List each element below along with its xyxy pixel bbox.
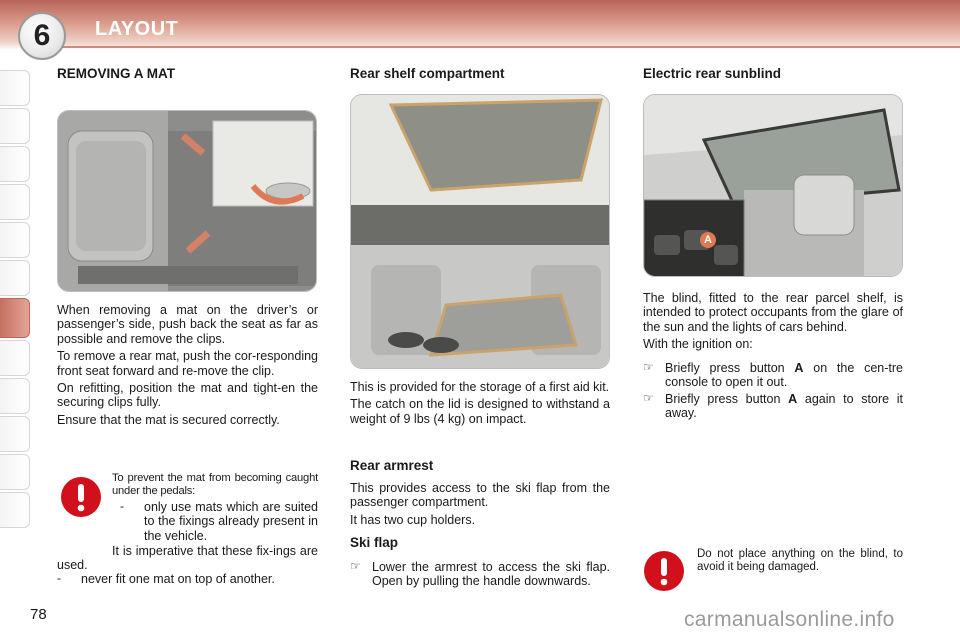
ski-flap-bullet xyxy=(350,560,610,589)
chapter-tab[interactable] xyxy=(0,492,30,528)
rear-shelf-text xyxy=(350,380,610,429)
heading-rear-armrest: Rear armrest xyxy=(350,458,434,473)
sunblind-text xyxy=(643,291,903,355)
dash-marker: - xyxy=(120,499,124,513)
bullet-text xyxy=(665,392,903,421)
chapter-tab[interactable] xyxy=(0,454,30,490)
chapter-tab[interactable] xyxy=(0,222,30,258)
heading-electric-sunblind: Electric rear sunblind xyxy=(643,66,782,81)
chapter-tabs xyxy=(0,70,34,530)
bullet-text: Lower the armrest to access the ski flap. Open by pulling the handle downwards. xyxy=(372,560,610,589)
paragraph: This is provided for the storage of a first aid kit. xyxy=(350,380,610,394)
mat-instructions xyxy=(57,303,318,430)
bullet-text xyxy=(665,361,903,390)
mat-warning-item xyxy=(112,500,318,543)
heading-ski-flap: Ski flap xyxy=(350,535,399,550)
chapter-title: LAYOUT xyxy=(95,18,179,40)
sunblind-warning: Do not place anything on the blind, to avoid it being damaged. xyxy=(697,548,903,574)
button-ref: A xyxy=(794,361,804,375)
chapter-tab[interactable] xyxy=(0,378,30,414)
warning-icon xyxy=(643,550,685,592)
pointing-hand-icon: ☞ xyxy=(643,390,654,405)
paragraph: With the ignition on: xyxy=(643,337,753,352)
bullet-pre: Briefly press button xyxy=(665,391,789,406)
paragraph: The catch on the lid is designed to withstand a weight of 9 lbs (4 kg) on impact. xyxy=(350,397,610,426)
watermark: carmanualsonline.info xyxy=(684,608,895,631)
paragraph: To remove a rear mat, push the cor-responding front seat forward and re-move the clip. xyxy=(57,349,318,378)
warning-text: only use mats which are suited to the fixings already present in the vehicle. xyxy=(144,500,318,543)
paragraph: This provides access to the ski flap from the passenger compartment. xyxy=(350,481,610,510)
bullet-pre: Briefly press button xyxy=(665,361,795,375)
bullet-post: again to store it away. xyxy=(665,391,903,421)
rear-armrest-text xyxy=(350,481,610,530)
pointing-hand-icon: ☞ xyxy=(643,360,654,374)
heading-rear-shelf: Rear shelf compartment xyxy=(350,66,505,81)
paragraph: When removing a mat on the driver’s or passenger’s side, push back the seat as far as possible and remove the clips. xyxy=(57,303,318,346)
warning-text: never fit one mat on top of another. xyxy=(81,572,275,586)
chapter-badge xyxy=(18,12,66,60)
sunblind-bullet xyxy=(643,392,903,421)
button-a-label: A xyxy=(700,232,716,248)
chapter-tab[interactable] xyxy=(0,146,30,182)
chapter-tab[interactable] xyxy=(0,70,30,106)
warning-icon xyxy=(60,476,102,518)
mat-warning-item xyxy=(57,572,318,586)
chapter-number: 6 xyxy=(33,19,51,52)
button-ref: A xyxy=(788,391,798,406)
sunblind-bullet xyxy=(643,361,903,390)
chapter-tab[interactable] xyxy=(0,260,30,296)
heading-removing-mat: REMOVING A MAT xyxy=(57,66,175,81)
rear-shelf-photo xyxy=(350,94,610,369)
page-number: 78 xyxy=(30,606,47,623)
mat-warning-intro: To prevent the mat from becoming caught under the pedals: xyxy=(112,472,318,497)
mat-photo xyxy=(57,110,317,292)
dash-marker: - xyxy=(57,571,61,585)
paragraph: The blind, fitted to the rear parcel shelf, is intended to protect occupants from the glare of the sun and the lights of cars behind. xyxy=(643,291,903,334)
paragraph: Ensure that the mat is secured correctly. xyxy=(57,412,280,427)
mat-warning-note: It is imperative that these fix-ings are used. xyxy=(57,544,318,573)
chapter-tab[interactable] xyxy=(0,416,30,452)
sunblind-bullets xyxy=(643,361,903,421)
sunblind-photo xyxy=(643,94,903,277)
header-rule xyxy=(60,46,960,48)
paragraph: On refitting, position the mat and tight-en the securing clips fully. xyxy=(57,380,318,410)
chapter-tab[interactable] xyxy=(0,184,30,220)
pointing-hand-icon: ☞ xyxy=(350,559,361,573)
bullet-post: on the cen-tre console to open it out. xyxy=(665,361,904,390)
chapter-tab[interactable] xyxy=(0,340,30,376)
chapter-tab-active[interactable] xyxy=(0,298,30,338)
paragraph: It has two cup holders. xyxy=(350,512,476,527)
chapter-tab[interactable] xyxy=(0,108,30,144)
